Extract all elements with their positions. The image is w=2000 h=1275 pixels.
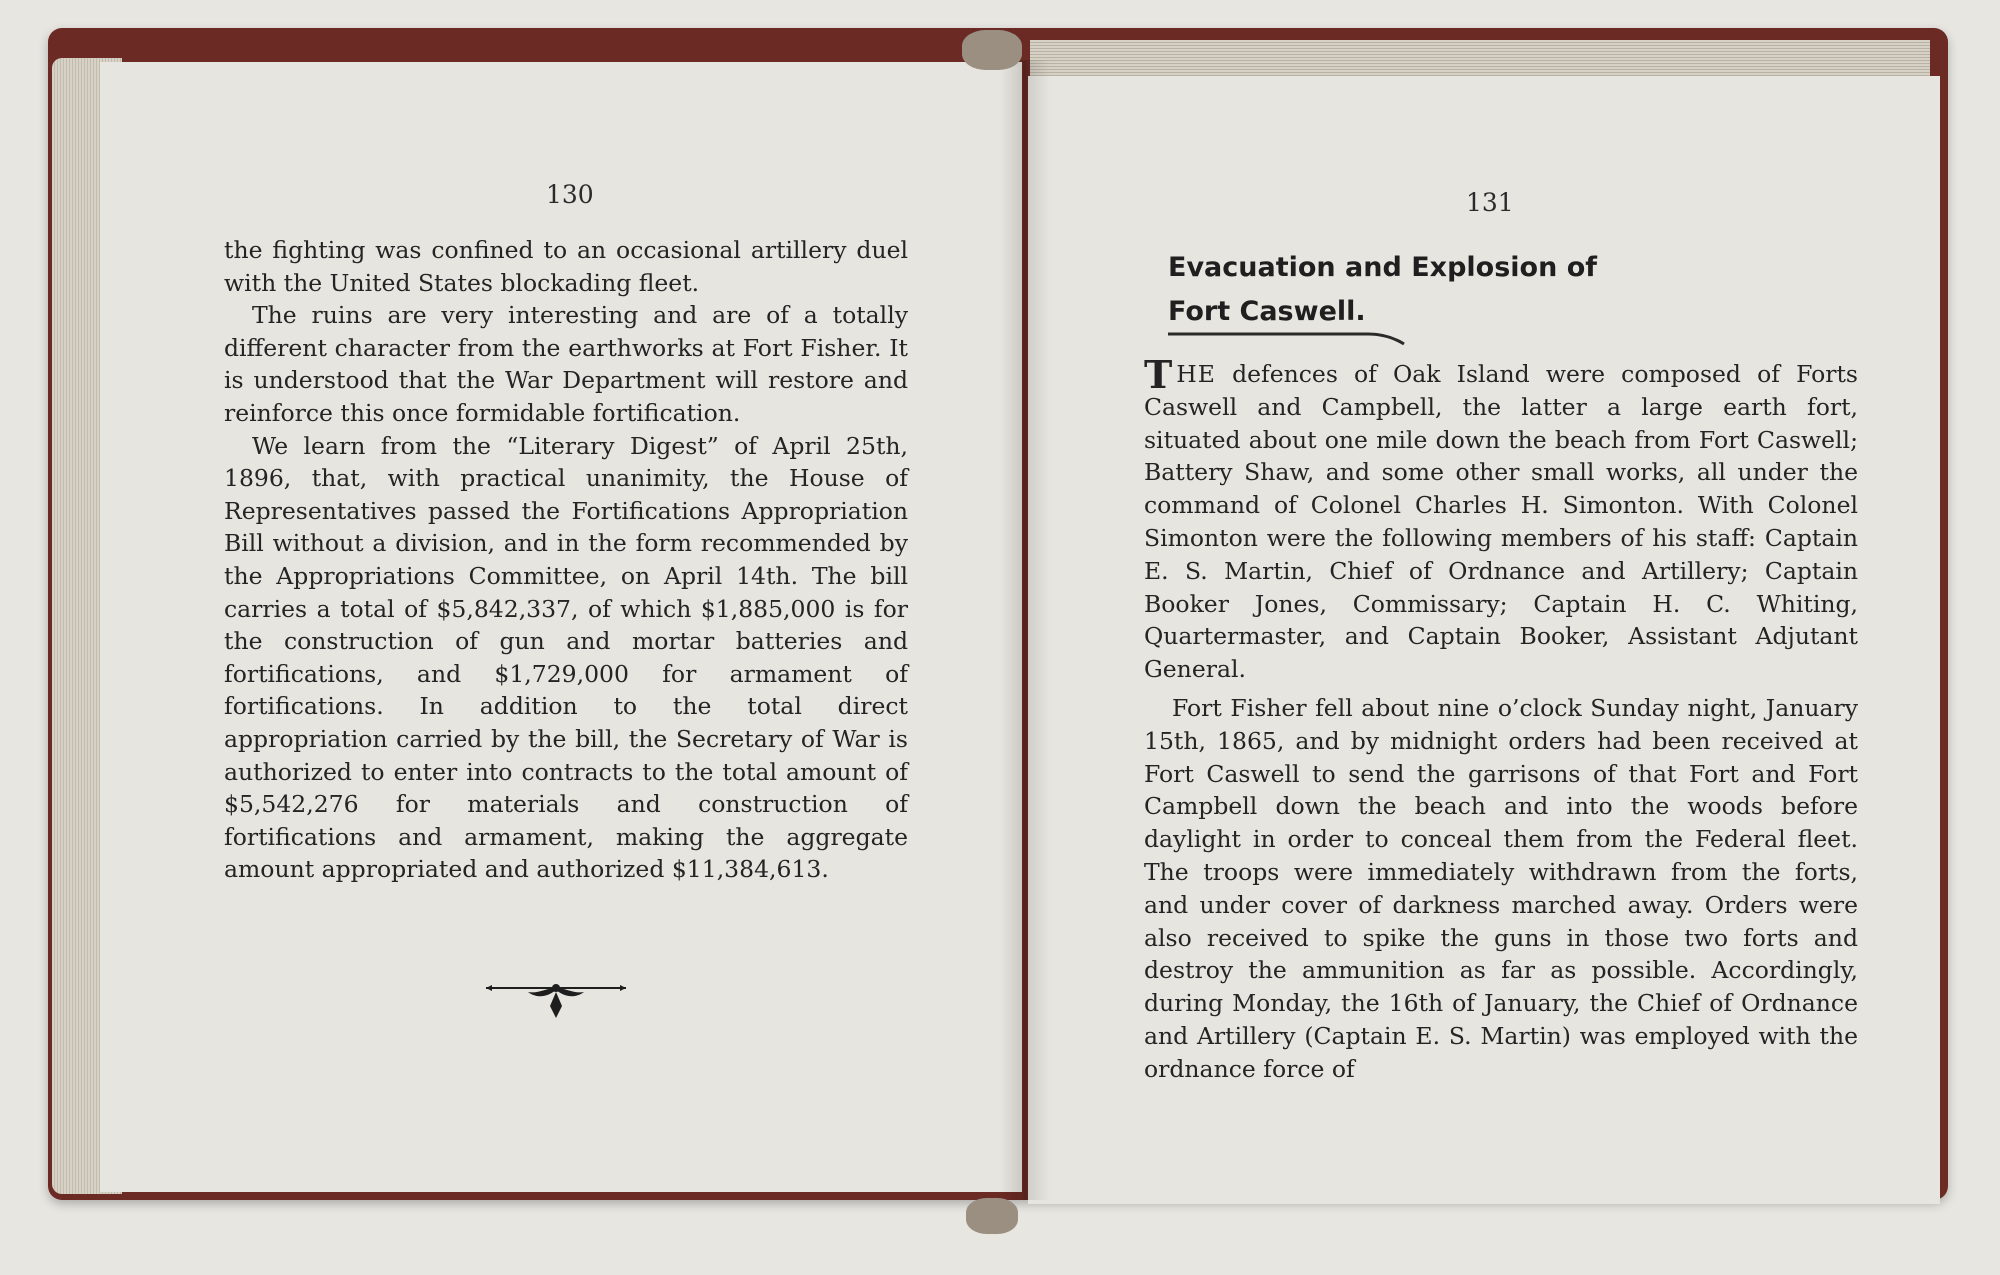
left-page: [100, 62, 1022, 1192]
right-page-text: [1144, 352, 1858, 1086]
right-page: [1028, 76, 1940, 1204]
left-paragraph-3: We learn from the “Literary Digest” of April 25th, 1896, that, with practical unanimity, the House of Representatives passed the Fortifications Appropriation Bill without a division, and in the form recommended by the Appropriations Committee, on April 14th. The bill carries a total of $5,842,337, of which $1,885,000 is for the construction of gun and mortar batteries and fortifications, and $1,729,000 for armament of fortifications. In addition to the total direct appropriation carried by the bill, the Secretary of War is authorized to enter into contracts to the total amount of $5,542,276 for materials and construction of fortifications and armament, making the aggregate amount appropriated and authorized $11,384,613.: [224, 431, 908, 884]
right-paragraph-1-text: defences of Oak Island were composed of Forts Caswell and Campbell, the latter a large earth fort, situated about one mile down the beach from Fort Caswell; Battery Shaw, and some other small works, all under the command of Colonel Charles H. Simonton. With Colonel Simonton were the following members of his staff: Captain E. S. Martin, Chief of Ordnance and Artillery; Captain Booker Jones, Commissary; Captain H. C. Whiting, Quartermaster, and Captain Booker, Assistant Adjutant General.: [1144, 360, 1858, 684]
page-number-right: 131: [1466, 188, 1514, 217]
page-number-left: 130: [546, 180, 594, 209]
left-paragraph-2: The ruins are very interesting and are of a totally different character from the earthworks at Fort Fisher. It is understood that the War Department will restore and reinforce this once formidable fortification.: [224, 301, 908, 427]
chapter-heading-line-1: Evacuation and Explosion of: [1168, 252, 1597, 283]
chapter-heading: [1168, 246, 1597, 334]
right-paragraph-1: [1144, 352, 1858, 686]
first-word-rest: HE: [1176, 360, 1216, 388]
left-paragraph-1: the fighting was confined to an occasional artillery duel with the United States blockading fleet.: [224, 236, 908, 297]
left-page-text: [224, 234, 908, 886]
chapter-heading-line-2: Fort Caswell.: [1168, 296, 1366, 327]
drop-cap: T: [1144, 352, 1173, 397]
right-paragraph-2: Fort Fisher fell about nine o’clock Sunday night, January 15th, 1865, and by midnight orders had been received at Fort Caswell to send the garrisons of that Fort and Fort Campbell down the beach and into the woods before daylight in order to conceal them from the Federal fleet. The troops were immediately withdrawn from the forts, and under cover of darkness marched away. Orders were also received to spike the guns in those two forts and destroy the ammunition as far as possible. Accordingly, during Monday, the 16th of January, the Chief of Ordnance and Artillery (Captain E. S. Martin) was employed with the ordnance force of: [1144, 693, 1858, 1083]
spine-binding-bottom: [966, 1198, 1018, 1234]
book-gutter: [1000, 60, 1050, 1200]
spine-binding-top: [962, 30, 1022, 70]
fleuron-ornament-icon: [484, 976, 628, 1022]
heading-underline-flourish: [1168, 328, 1408, 348]
